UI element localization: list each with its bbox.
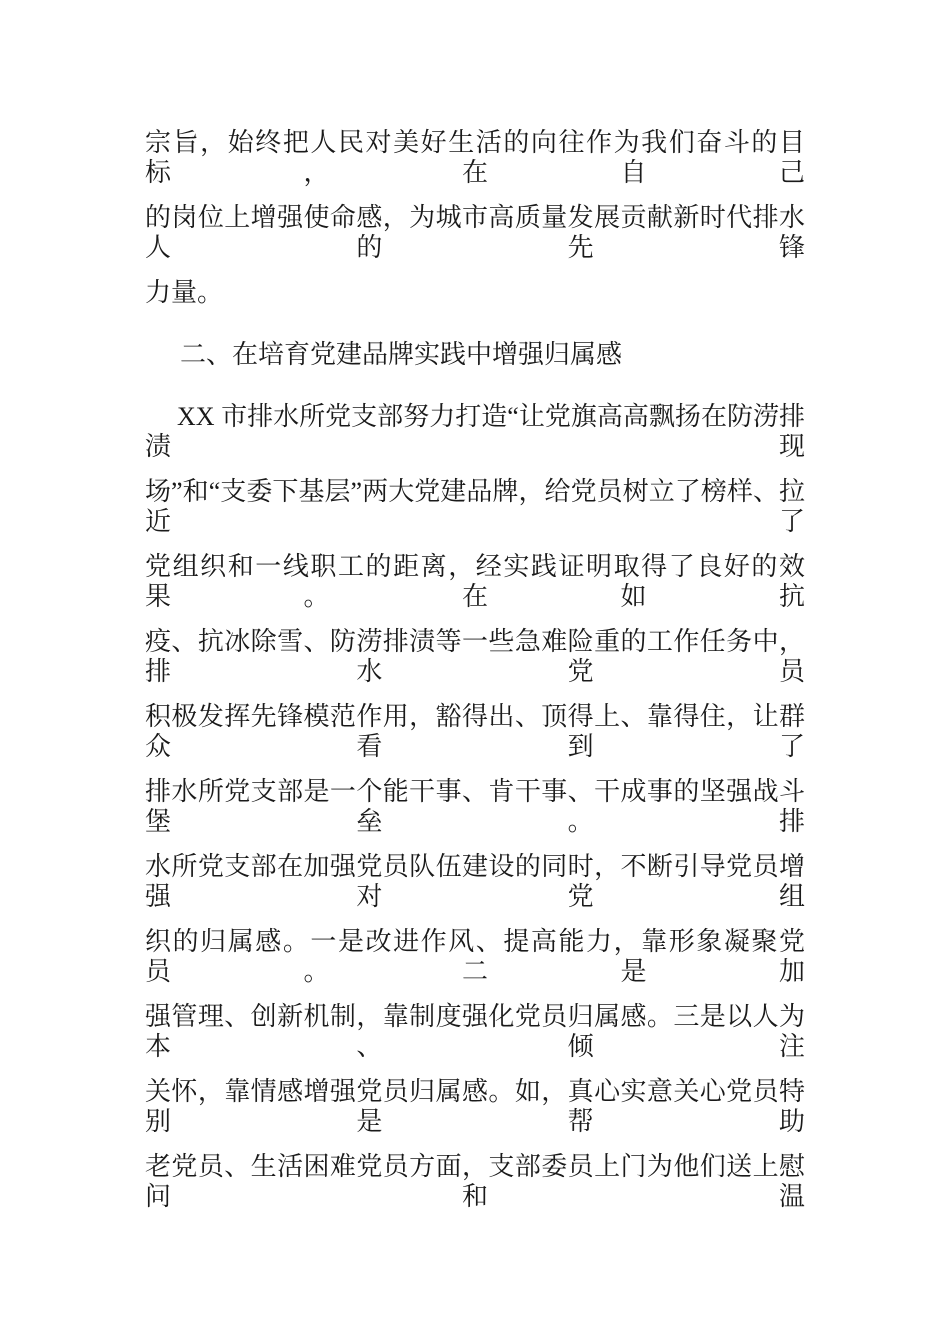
document-line: 力量。 bbox=[145, 278, 224, 307]
document-line: 宗旨，始终把人民对美好生活的向往作为我们奋斗的目标，在自己 bbox=[145, 128, 805, 187]
document-line: 疫、抗冰除雪、防涝排渍等一些急难险重的工作任务中，排水党员 bbox=[145, 627, 805, 686]
document-line: XX 市排水所党支部努力打造“让党旗高高飘扬在防涝排渍现 bbox=[145, 402, 805, 461]
section-heading: 二、在培育党建品牌实践中增强归属感 bbox=[180, 340, 623, 369]
document-line: 党组织和一线职工的距离，经实践证明取得了良好的效果。在如抗 bbox=[145, 552, 805, 611]
document-line: 的岗位上增强使命感，为城市高质量发展贡献新时代排水人的先锋 bbox=[145, 203, 805, 262]
document-line: 强管理、创新机制，靠制度强化党员归属感。三是以人为本、倾注 bbox=[145, 1002, 805, 1061]
document-line: 水所党支部在加强党员队伍建设的同时，不断引导党员增强对党组 bbox=[145, 852, 805, 911]
document-line: 关怀，靠情感增强党员归属感。如，真心实意关心党员特别是帮助 bbox=[145, 1077, 805, 1136]
document-line: 积极发挥先锋模范作用，豁得出、顶得上、靠得住，让群众看到了 bbox=[145, 702, 805, 761]
document-line: 排水所党支部是一个能干事、肯干事、干成事的坚强战斗堡垒。排 bbox=[145, 777, 805, 836]
document-line: 老党员、生活困难党员方面，支部委员上门为他们送上慰问和温 bbox=[145, 1152, 805, 1211]
document-line: 场”和“支委下基层”两大党建品牌，给党员树立了榜样、拉近了 bbox=[145, 477, 805, 536]
document-line: 织的归属感。一是改进作风、提高能力，靠形象凝聚党员。二是加 bbox=[145, 927, 805, 986]
